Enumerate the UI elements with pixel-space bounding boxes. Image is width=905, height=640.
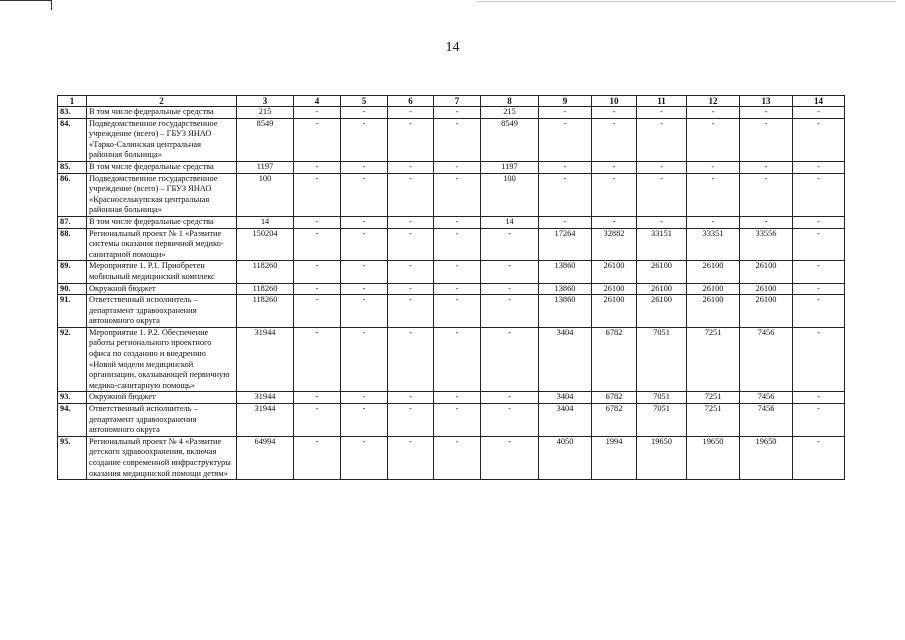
row-value-col-7: -: [434, 118, 481, 161]
row-value-col-4: -: [294, 283, 341, 295]
row-value-col-7: -: [434, 216, 481, 228]
row-value-col-7: -: [434, 283, 481, 295]
row-value-col-5: -: [341, 228, 388, 261]
row-value-col-12: 26100: [687, 283, 740, 295]
row-value-col-13: 26100: [740, 283, 793, 295]
row-value-col-6: -: [388, 404, 434, 437]
row-value-col-4: -: [294, 161, 341, 173]
table-row: [58, 216, 845, 228]
row-value-col-14: -: [793, 404, 845, 437]
row-value-col-10: 26100: [592, 283, 637, 295]
row-value-col-9: 3404: [539, 327, 592, 392]
row-name: Ответственный исполнитель – департамент здравоохранения автономного округа: [87, 404, 237, 437]
row-value-col-14: -: [793, 118, 845, 161]
row-value-col-6: -: [388, 283, 434, 295]
row-value-col-14: -: [793, 436, 845, 479]
row-name: Окружной бюджет: [87, 283, 237, 295]
row-value-col-3: 31944: [237, 404, 294, 437]
table-row: [58, 228, 845, 261]
row-value-col-9: 17264: [539, 228, 592, 261]
row-name: Мероприятие 1. Р.1. Приобретен мобильный медицинский комплекс: [87, 261, 237, 283]
row-value-col-14: -: [793, 161, 845, 173]
row-value-col-12: 7251: [687, 404, 740, 437]
row-value-col-11: 7051: [637, 392, 687, 404]
row-value-col-3: 118260: [237, 283, 294, 295]
row-value-col-3: 14: [237, 216, 294, 228]
row-value-col-3: 118260: [237, 295, 294, 328]
row-value-col-4: -: [294, 404, 341, 437]
top-left-rule: [0, 0, 52, 1]
row-value-col-10: -: [592, 161, 637, 173]
table-row: [58, 436, 845, 479]
row-value-col-11: 19650: [637, 436, 687, 479]
row-value-col-14: -: [793, 392, 845, 404]
column-header-7: 7: [434, 96, 481, 107]
column-header-9: 9: [539, 96, 592, 107]
table-header-row: [58, 96, 845, 107]
row-value-col-5: -: [341, 161, 388, 173]
row-value-col-12: -: [687, 118, 740, 161]
row-number: 85.: [58, 161, 87, 173]
row-value-col-4: -: [294, 228, 341, 261]
row-value-col-6: -: [388, 173, 434, 216]
row-value-col-8: 8549: [481, 118, 539, 161]
row-value-col-8: 1197: [481, 161, 539, 173]
row-name: Подведомственное государственное учреждение (всего) – ГБУЗ ЯНАО «Красноселькупская центральная районная больница»: [87, 173, 237, 216]
row-value-col-7: -: [434, 295, 481, 328]
row-value-col-8: 215: [481, 107, 539, 119]
row-value-col-7: -: [434, 436, 481, 479]
row-value-col-8: 14: [481, 216, 539, 228]
row-value-col-9: -: [539, 216, 592, 228]
row-value-col-7: -: [434, 161, 481, 173]
row-value-col-9: 13860: [539, 295, 592, 328]
row-value-col-6: -: [388, 436, 434, 479]
row-value-col-10: 6782: [592, 327, 637, 392]
row-value-col-7: -: [434, 261, 481, 283]
table-row: [58, 118, 845, 161]
row-value-col-10: 26100: [592, 295, 637, 328]
row-value-col-5: -: [341, 436, 388, 479]
row-value-col-11: 7051: [637, 327, 687, 392]
row-value-col-10: -: [592, 173, 637, 216]
row-value-col-4: -: [294, 107, 341, 119]
row-value-col-10: 1994: [592, 436, 637, 479]
row-number: 94.: [58, 404, 87, 437]
row-value-col-5: -: [341, 107, 388, 119]
row-value-col-4: -: [294, 216, 341, 228]
row-value-col-14: -: [793, 173, 845, 216]
row-value-col-3: 215: [237, 107, 294, 119]
budget-table: [57, 95, 845, 480]
row-number: 90.: [58, 283, 87, 295]
row-value-col-10: 26100: [592, 261, 637, 283]
row-value-col-6: -: [388, 295, 434, 328]
row-value-col-10: -: [592, 107, 637, 119]
row-value-col-11: -: [637, 161, 687, 173]
row-value-col-7: -: [434, 404, 481, 437]
row-value-col-14: -: [793, 216, 845, 228]
table-row: [58, 327, 845, 392]
row-value-col-9: 13860: [539, 261, 592, 283]
row-value-col-9: 4050: [539, 436, 592, 479]
column-header-4: 4: [294, 96, 341, 107]
row-value-col-9: 3404: [539, 392, 592, 404]
row-value-col-8: -: [481, 228, 539, 261]
row-value-col-4: -: [294, 173, 341, 216]
row-value-col-3: 8549: [237, 118, 294, 161]
row-value-col-14: -: [793, 295, 845, 328]
row-value-col-6: -: [388, 107, 434, 119]
row-value-col-3: 31944: [237, 392, 294, 404]
row-value-col-6: -: [388, 327, 434, 392]
row-value-col-8: -: [481, 283, 539, 295]
row-value-col-5: -: [341, 261, 388, 283]
row-value-col-13: -: [740, 216, 793, 228]
row-name: В том числе федеральные средства: [87, 107, 237, 119]
row-value-col-3: 118260: [237, 261, 294, 283]
row-value-col-13: 7456: [740, 392, 793, 404]
row-value-col-3: 1197: [237, 161, 294, 173]
row-value-col-7: -: [434, 107, 481, 119]
row-value-col-10: 6782: [592, 392, 637, 404]
row-value-col-13: -: [740, 161, 793, 173]
row-value-col-12: -: [687, 216, 740, 228]
row-value-col-13: 33556: [740, 228, 793, 261]
row-value-col-13: -: [740, 118, 793, 161]
row-value-col-4: -: [294, 327, 341, 392]
row-name: Окружной бюджет: [87, 392, 237, 404]
row-name: Региональный проект № 1 «Развитие системы оказания первичной медико-санитарной помощи»: [87, 228, 237, 261]
row-value-col-5: -: [341, 173, 388, 216]
row-value-col-10: -: [592, 216, 637, 228]
column-header-1: 1: [58, 96, 87, 107]
row-value-col-4: -: [294, 436, 341, 479]
row-value-col-11: 26100: [637, 283, 687, 295]
row-value-col-11: -: [637, 107, 687, 119]
row-value-col-5: -: [341, 404, 388, 437]
column-header-3: 3: [237, 96, 294, 107]
row-value-col-9: -: [539, 118, 592, 161]
row-number: 86.: [58, 173, 87, 216]
row-value-col-13: -: [740, 173, 793, 216]
column-header-10: 10: [592, 96, 637, 107]
row-value-col-8: 100: [481, 173, 539, 216]
row-value-col-5: -: [341, 295, 388, 328]
row-value-col-10: -: [592, 118, 637, 161]
row-value-col-3: 64994: [237, 436, 294, 479]
row-value-col-11: -: [637, 118, 687, 161]
row-value-col-14: -: [793, 327, 845, 392]
row-number: 84.: [58, 118, 87, 161]
row-value-col-14: -: [793, 107, 845, 119]
column-header-12: 12: [687, 96, 740, 107]
row-value-col-12: 26100: [687, 295, 740, 328]
row-value-col-14: -: [793, 228, 845, 261]
row-number: 91.: [58, 295, 87, 328]
column-header-6: 6: [388, 96, 434, 107]
row-value-col-11: 33151: [637, 228, 687, 261]
row-name: В том числе федеральные средства: [87, 216, 237, 228]
row-value-col-12: 26100: [687, 261, 740, 283]
row-value-col-7: -: [434, 392, 481, 404]
row-value-col-13: -: [740, 107, 793, 119]
row-value-col-8: -: [481, 295, 539, 328]
table-row: [58, 261, 845, 283]
table-row: [58, 404, 845, 437]
row-value-col-13: 7456: [740, 404, 793, 437]
row-value-col-6: -: [388, 118, 434, 161]
row-value-col-5: -: [341, 118, 388, 161]
row-value-col-10: 6782: [592, 404, 637, 437]
row-number: 83.: [58, 107, 87, 119]
row-value-col-12: 7251: [687, 392, 740, 404]
row-value-col-11: -: [637, 173, 687, 216]
row-name: Региональный проект № 4 «Развитие детского здравоохранения, включая создание современной инфраструктуры оказания медицинской помощи детям»: [87, 436, 237, 479]
row-value-col-11: 7051: [637, 404, 687, 437]
row-value-col-8: -: [481, 436, 539, 479]
table-row: [58, 161, 845, 173]
column-header-14: 14: [793, 96, 845, 107]
table-body: [58, 107, 845, 480]
row-value-col-9: 13860: [539, 283, 592, 295]
row-value-col-6: -: [388, 216, 434, 228]
row-value-col-4: -: [294, 118, 341, 161]
row-value-col-3: 31944: [237, 327, 294, 392]
column-header-11: 11: [637, 96, 687, 107]
row-value-col-12: 7251: [687, 327, 740, 392]
row-value-col-9: -: [539, 173, 592, 216]
row-value-col-12: -: [687, 107, 740, 119]
row-number: 89.: [58, 261, 87, 283]
row-value-col-13: 19650: [740, 436, 793, 479]
row-value-col-14: -: [793, 261, 845, 283]
row-value-col-6: -: [388, 161, 434, 173]
row-number: 93.: [58, 392, 87, 404]
row-value-col-12: 19650: [687, 436, 740, 479]
table-row: [58, 392, 845, 404]
column-header-2: 2: [87, 96, 237, 107]
row-value-col-13: 26100: [740, 261, 793, 283]
row-number: 88.: [58, 228, 87, 261]
column-header-13: 13: [740, 96, 793, 107]
row-number: 95.: [58, 436, 87, 479]
row-value-col-5: -: [341, 392, 388, 404]
row-value-col-7: -: [434, 327, 481, 392]
row-name: Мероприятие 1. Р.2. Обеспечение работы регионального проектного офиса по созданию и внедрению «Новой модели медицинской организации, оказывающей первичную медико-санитарную помощь»: [87, 327, 237, 392]
row-value-col-3: 100: [237, 173, 294, 216]
row-value-col-5: -: [341, 216, 388, 228]
row-value-col-12: -: [687, 161, 740, 173]
table-row: [58, 173, 845, 216]
row-value-col-11: 26100: [637, 295, 687, 328]
row-value-col-6: -: [388, 228, 434, 261]
column-header-8: 8: [481, 96, 539, 107]
row-value-col-6: -: [388, 392, 434, 404]
row-name: В том числе федеральные средства: [87, 161, 237, 173]
row-number: 92.: [58, 327, 87, 392]
row-value-col-8: -: [481, 404, 539, 437]
row-number: 87.: [58, 216, 87, 228]
row-value-col-3: 150204: [237, 228, 294, 261]
row-value-col-4: -: [294, 295, 341, 328]
row-value-col-12: -: [687, 173, 740, 216]
row-value-col-14: -: [793, 283, 845, 295]
row-value-col-9: -: [539, 107, 592, 119]
page-number: 14: [445, 40, 460, 55]
row-value-col-11: 26100: [637, 261, 687, 283]
row-name: Ответственный исполнитель – департамент здравоохранения автономного округа: [87, 295, 237, 328]
row-value-col-4: -: [294, 261, 341, 283]
table-row: [58, 107, 845, 119]
top-left-rule-tick: [51, 0, 52, 10]
row-value-col-8: -: [481, 392, 539, 404]
row-value-col-8: -: [481, 261, 539, 283]
row-value-col-12: 33351: [687, 228, 740, 261]
table-row: [58, 295, 845, 328]
row-value-col-10: 32882: [592, 228, 637, 261]
row-value-col-9: 3404: [539, 404, 592, 437]
row-value-col-5: -: [341, 327, 388, 392]
row-name: Подведомственное государственное учреждение (всего) – ГБУЗ ЯНАО «Тарко-Салинская центральная районная больница»: [87, 118, 237, 161]
row-value-col-5: -: [341, 283, 388, 295]
row-value-col-4: -: [294, 392, 341, 404]
row-value-col-13: 7456: [740, 327, 793, 392]
top-right-rule: [476, 1, 896, 2]
row-value-col-7: -: [434, 228, 481, 261]
row-value-col-8: -: [481, 327, 539, 392]
row-value-col-13: 26100: [740, 295, 793, 328]
row-value-col-11: -: [637, 216, 687, 228]
row-value-col-7: -: [434, 173, 481, 216]
row-value-col-9: -: [539, 161, 592, 173]
row-value-col-6: -: [388, 261, 434, 283]
column-header-5: 5: [341, 96, 388, 107]
table-row: [58, 283, 845, 295]
